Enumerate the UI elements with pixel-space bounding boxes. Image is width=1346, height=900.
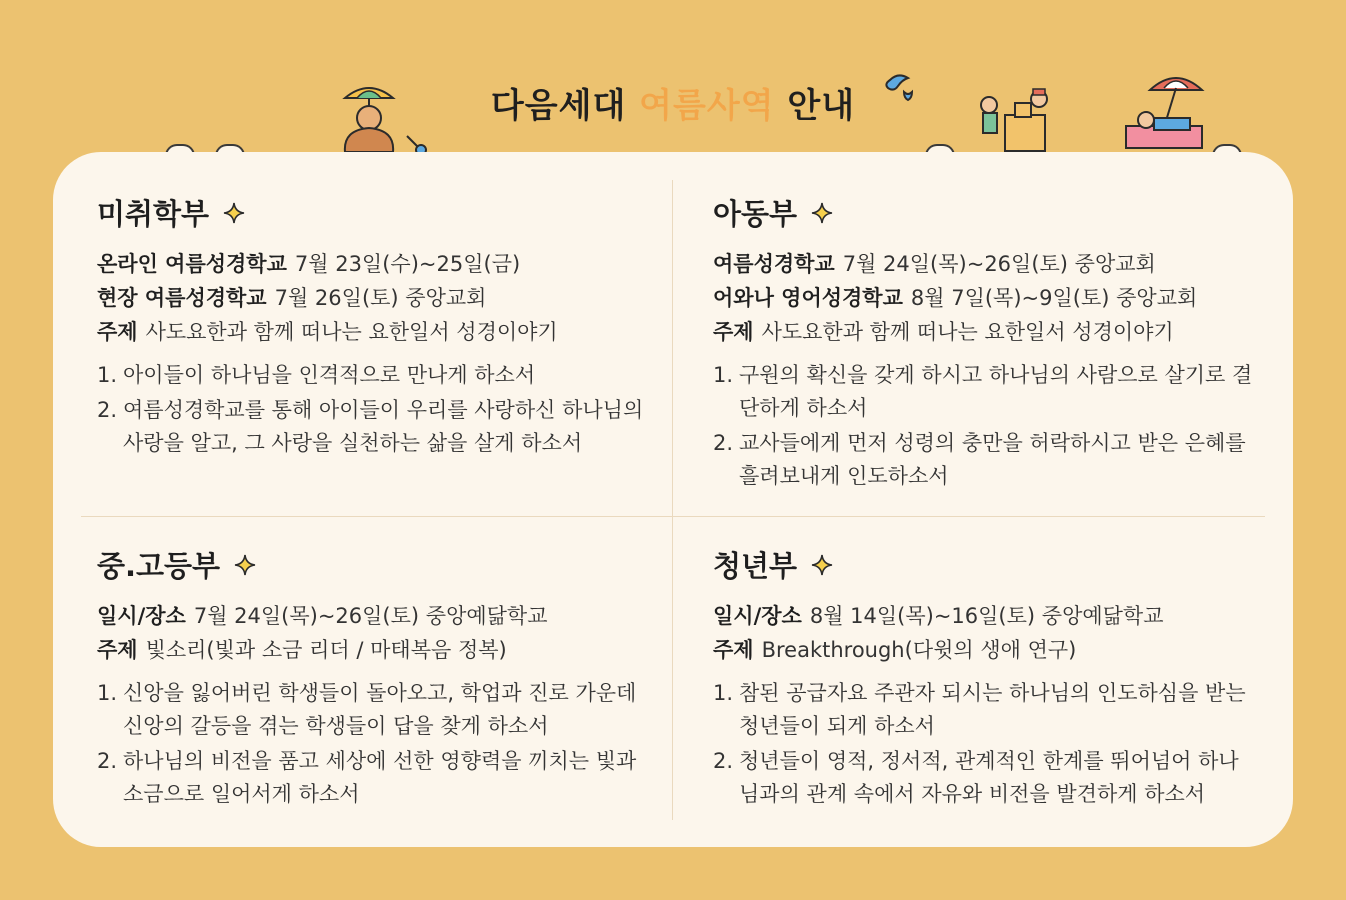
prayer-list	[713, 677, 1253, 811]
info-label: 주제	[713, 320, 754, 344]
info-value: 7월 24일(목)~26일(토) 중앙예닮학교	[193, 604, 548, 628]
water-drop-icon	[884, 70, 916, 104]
info-line	[97, 633, 657, 667]
sparkle-icon	[234, 554, 256, 576]
title-part1: 다음세대	[490, 86, 627, 126]
section-heading-text: 청년부	[713, 549, 798, 583]
section-children	[713, 192, 1253, 495]
list-text: 참된 공급자요 주관자 되시는 하나님의 인도하심을 받는 청년들이 되게 하소서	[739, 681, 1246, 738]
info-value: 사도요한과 함께 떠나는 요한일서 성경이야기	[761, 320, 1174, 344]
list-number: 2.	[713, 431, 734, 455]
list-number: 1.	[97, 363, 118, 387]
info-value: 7월 23일(수)~25일(금)	[294, 252, 521, 276]
section-youth	[97, 544, 657, 813]
list-text: 교사들에게 먼저 성령의 충만을 허락하시고 받은 은혜를 흘려보내게 인도하소서	[739, 431, 1246, 488]
list-text: 아이들이 하나님을 인격적으로 만나게 하소서	[123, 363, 536, 387]
info-label: 주제	[97, 638, 138, 662]
section-heading	[97, 544, 657, 585]
list-number: 1.	[713, 681, 734, 705]
title-part3: 안내	[787, 86, 856, 126]
beach-umbrella-illustration	[1120, 70, 1210, 154]
section-heading	[97, 192, 657, 233]
section-heading	[713, 192, 1253, 233]
info-value: 7월 24일(목)~26일(토) 중앙교회	[842, 252, 1156, 276]
child-umbrella-illustration	[335, 80, 435, 158]
sparkle-icon	[223, 202, 245, 224]
sparkle-icon	[811, 554, 833, 576]
info-value: Breakthrough(다윗의 생애 연구)	[761, 638, 1077, 662]
info-line	[97, 599, 657, 633]
list-item	[97, 677, 657, 743]
list-number: 2.	[97, 398, 118, 422]
list-item	[713, 745, 1253, 811]
info-label: 일시/장소	[713, 604, 802, 628]
info-value: 7월 26일(토) 중앙교회	[274, 286, 487, 310]
list-text: 여름성경학교를 통해 아이들이 우리를 사랑하신 하나님의 사랑을 알고, 그 사랑을 실천하는 삶을 살게 하소서	[123, 398, 644, 455]
list-item	[713, 677, 1253, 743]
list-item	[97, 394, 657, 460]
list-number: 2.	[97, 749, 118, 773]
list-text: 구원의 확신을 갖게 하시고 하나님의 사람으로 살기로 결단하게 하소서	[739, 363, 1253, 420]
list-text: 하나님의 비전을 품고 세상에 선한 영향력을 끼치는 빛과 소금으로 일어서게 하소서	[123, 749, 637, 806]
list-item	[97, 745, 657, 811]
info-line	[713, 633, 1253, 667]
sparkle-icon	[811, 202, 833, 224]
info-line	[713, 247, 1253, 281]
list-item	[713, 427, 1253, 493]
section-heading	[713, 544, 1253, 585]
prayer-list	[97, 359, 657, 460]
info-label: 현장 여름성경학교	[97, 286, 267, 310]
list-text: 청년들이 영적, 정서적, 관계적인 한계를 뛰어넘어 하나님과의 관계 속에서 자유와 비전을 발견하게 하소서	[739, 749, 1239, 806]
info-line	[97, 247, 657, 281]
info-label: 어와나 영어성경학교	[713, 286, 903, 310]
section-heading-text: 중.고등부	[97, 549, 221, 583]
info-label: 일시/장소	[97, 604, 186, 628]
list-text: 신앙을 잃어버린 학생들이 돌아오고, 학업과 진로 가운데 신앙의 갈등을 겪는 학생들이 답을 찾게 하소서	[123, 681, 637, 738]
divider-horizontal	[81, 516, 1265, 517]
info-label: 여름성경학교	[713, 252, 835, 276]
section-heading-text: 미취학부	[97, 197, 210, 231]
sandcastle-kids-illustration	[975, 85, 1065, 157]
prayer-list	[713, 359, 1253, 493]
info-label: 주제	[713, 638, 754, 662]
info-value: 8월 7일(목)~9일(토) 중앙교회	[910, 286, 1198, 310]
section-preschool	[97, 192, 657, 462]
info-line	[713, 599, 1253, 633]
list-number: 2.	[713, 749, 734, 773]
list-number: 1.	[713, 363, 734, 387]
info-card	[53, 152, 1293, 847]
list-item	[713, 359, 1253, 425]
info-line	[97, 281, 657, 315]
info-label: 온라인 여름성경학교	[97, 252, 287, 276]
prayer-list	[97, 677, 657, 811]
info-label: 주제	[97, 320, 138, 344]
list-item	[97, 359, 657, 392]
divider-vertical	[672, 180, 673, 820]
title-part2: 여름사역	[639, 86, 775, 126]
list-number: 1.	[97, 681, 118, 705]
info-value: 빛소리(빛과 소금 리더 / 마태복음 정복)	[145, 638, 507, 662]
info-line	[97, 315, 657, 349]
info-value: 8월 14일(목)~16일(토) 중앙예닮학교	[809, 604, 1164, 628]
section-young-adults	[713, 544, 1253, 813]
section-heading-text: 아동부	[713, 197, 798, 231]
info-line	[713, 281, 1253, 315]
info-line	[713, 315, 1253, 349]
info-value: 사도요한과 함께 떠나는 요한일서 성경이야기	[145, 320, 558, 344]
